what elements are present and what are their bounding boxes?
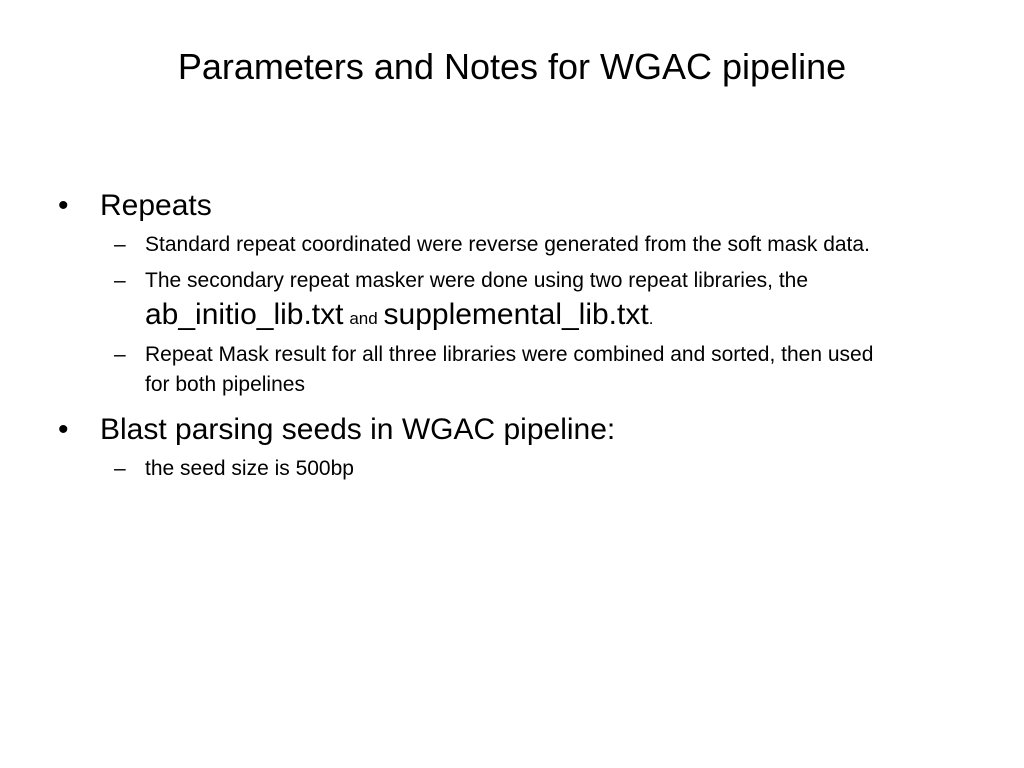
connector-text: and: [349, 309, 378, 328]
slide-body: [56, 186, 976, 490]
bullet-icon: •: [58, 413, 69, 446]
dash-icon: –: [114, 269, 126, 292]
sub-bullet-text: The secondary repeat masker were done using two repeat libraries, the: [145, 269, 809, 292]
period-text: .: [648, 309, 654, 328]
sub-bullet-repeat-libraries: [56, 266, 925, 334]
bullet-heading: Repeats: [100, 189, 212, 222]
sub-bullet-seed-size: [56, 454, 875, 484]
dash-icon: –: [114, 233, 126, 256]
dash-icon: –: [114, 343, 126, 366]
bullet-heading: Blast parsing seeds in WGAC pipeline:: [100, 413, 616, 446]
sub-bullet-text: Repeat Mask result for all three libraries were combined and sorted, then used for both pipelines: [145, 343, 874, 396]
slide-title: Parameters and Notes for WGAC pipeline: [177, 46, 847, 87]
bullet-blast-parsing: [56, 410, 976, 450]
dash-icon: –: [114, 457, 126, 480]
library-file-ab-initio: ab_initio_lib.txt: [145, 298, 344, 331]
bullet-icon: •: [58, 189, 69, 222]
library-file-supplemental: supplemental_lib.txt: [383, 298, 649, 331]
sub-bullet-soft-mask: [56, 230, 875, 260]
bullet-repeats: [56, 186, 976, 226]
sub-bullet-text: Standard repeat coordinated were reverse generated from the soft mask data.: [145, 233, 870, 256]
sub-bullet-repeat-mask-result: [56, 340, 875, 400]
sub-bullet-text: the seed size is 500bp: [145, 457, 354, 480]
